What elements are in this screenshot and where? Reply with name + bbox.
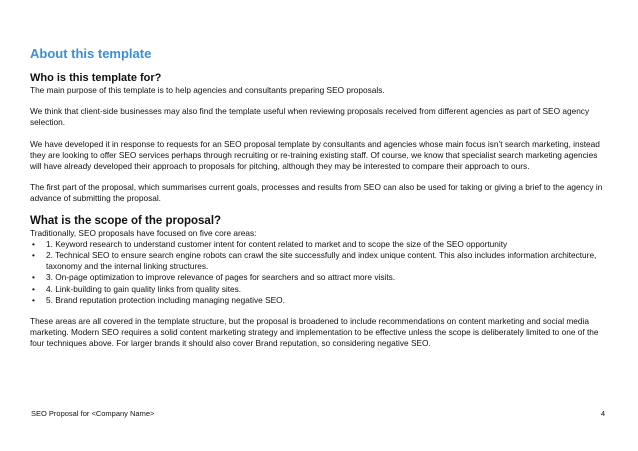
page-title: About this template [30, 46, 152, 61]
scope-list [30, 239, 604, 306]
list-item [30, 250, 604, 272]
section-heading-scope: What is the scope of the proposal? [30, 214, 222, 227]
list-item-text: 3. On-page optimization to improve relevance of pages for searchers and so attract more visits. [46, 272, 396, 283]
document-page [30, 46, 604, 360]
list-item-text: 5. Brand reputation protection including managing negative SEO. [46, 294, 285, 305]
paragraph: These areas are all covered in the template structure, but the proposal is broadened to include recommendations on content marketing and social media marketing. Modern SEO requires a solid content marketing strategy and implementation to be effective unless the scope is deliberately limited to one of the four techniques above. For larger brands it should also cover Brand reputation, so considering negative SEO. [30, 316, 599, 349]
bullet-icon: • [32, 283, 35, 294]
list-item-text: 2. Technical SEO to ensure search engine robots can crawl the site successfully and index unique content. This also includes information architecture, taxonomy and the internal linking structures. [46, 250, 597, 272]
list-item-text: 1. Keyword research to understand customer intent for content related to market and to scope the size of the SEO opportunity [46, 238, 508, 249]
paragraph: We have developed it in response to requests for an SEO proposal template by consultants and agencies whose main focus isn’t search marketing, instead they are looking to offer SEO services perhaps through recruiting or re-training existing staff. Of course, we know that specialist search marketing agencies will have already developed their approach to proposals for pitching, although they may be interested to compare their approach to ours. [30, 138, 600, 172]
list-item [30, 239, 604, 250]
list-item-text: 4. Link-building to gain quality links from quality sites. [46, 283, 242, 294]
paragraph: The main purpose of this template is to help agencies and consultants preparing SEO proposals. [30, 85, 385, 95]
list-item [30, 295, 604, 306]
bullet-icon: • [32, 238, 35, 249]
paragraph: We think that client-side businesses may also find the template useful when reviewing proposals received from different agencies as part of SEO agency selection. [30, 106, 590, 128]
list-item [30, 284, 604, 295]
section-heading-audience: Who is this template for? [30, 72, 162, 84]
bullet-icon: • [32, 272, 35, 283]
paragraph: Traditionally, SEO proposals have focused on five core areas: [30, 227, 257, 238]
footer-label: SEO Proposal for <Company Name> [31, 409, 155, 418]
list-item [30, 272, 604, 283]
bullet-icon: • [32, 294, 35, 305]
paragraph: The first part of the proposal, which summarises current goals, processes and results from SEO can also be used for taking or giving a brief to the agency in advance of submitting the proposal. [30, 182, 603, 204]
bullet-icon: • [32, 250, 35, 261]
page-number: 4 [600, 409, 605, 418]
